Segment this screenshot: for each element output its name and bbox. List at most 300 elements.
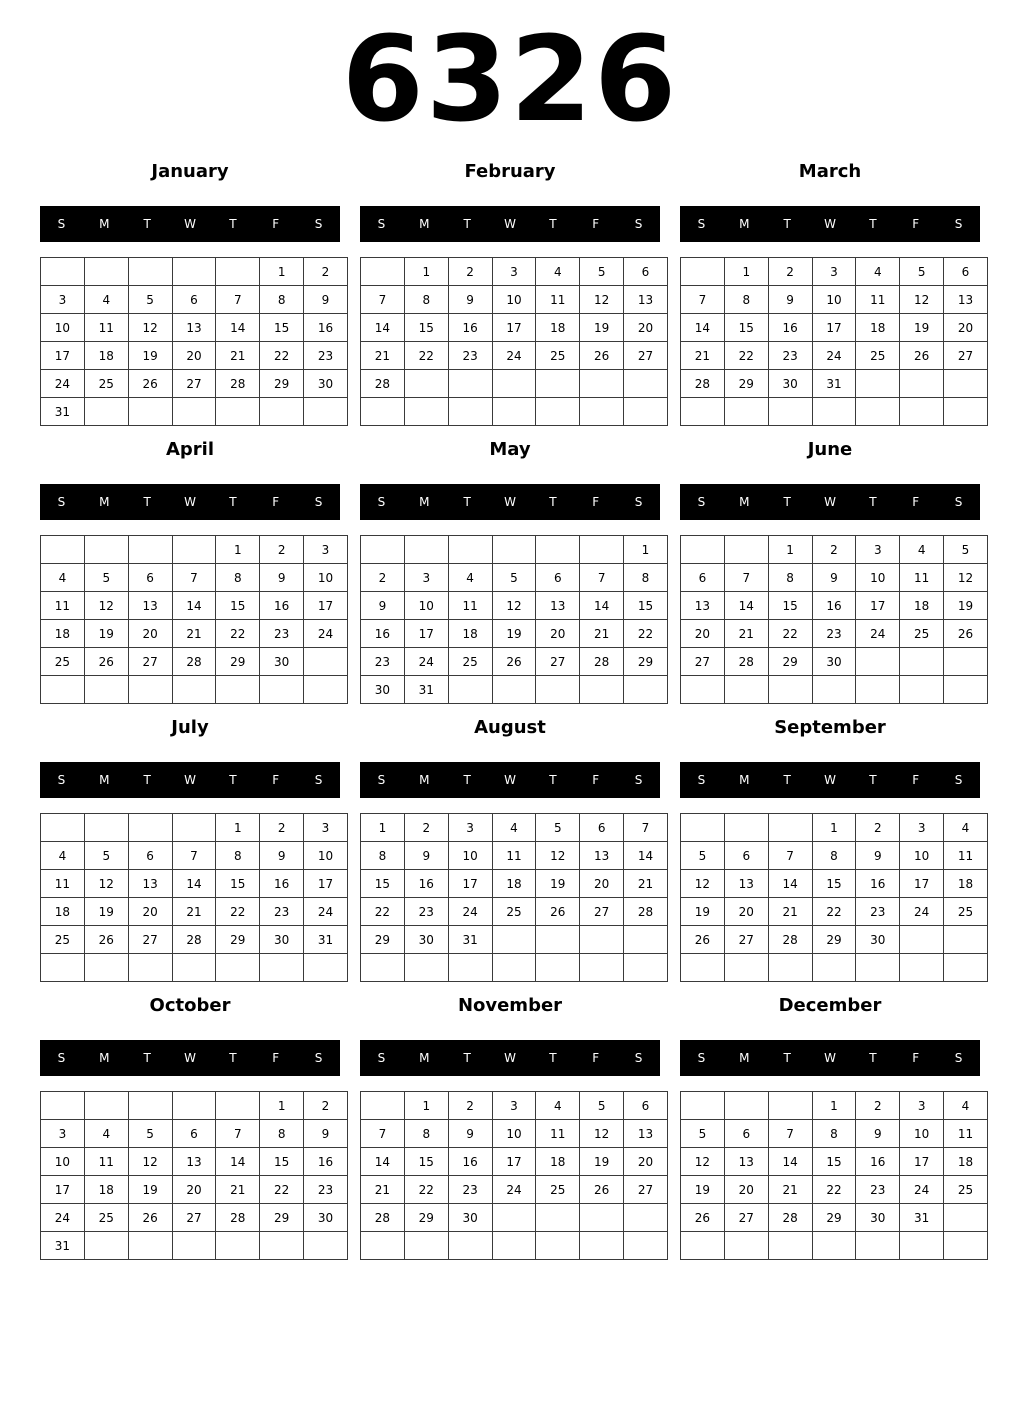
weekday-label: F [592, 217, 600, 231]
week-row [361, 898, 668, 926]
day-grid [360, 1091, 668, 1260]
weekday-header [360, 762, 660, 798]
day-cell: 7 [768, 842, 812, 870]
day-cell: 18 [944, 870, 988, 898]
day-cell: 22 [216, 898, 260, 926]
day-cell [856, 954, 900, 982]
day-cell [580, 536, 624, 564]
day-cell: 10 [448, 842, 492, 870]
day-cell: 17 [41, 342, 85, 370]
day-cell: 28 [172, 926, 216, 954]
day-cell: 11 [900, 564, 944, 592]
week-row [41, 620, 348, 648]
week-row [41, 1176, 348, 1204]
day-cell [536, 398, 580, 426]
day-cell: 1 [361, 814, 405, 842]
day-cell: 19 [84, 620, 128, 648]
week-row [41, 676, 348, 704]
weekday-header [680, 484, 980, 520]
day-cell: 20 [128, 620, 172, 648]
day-cell: 19 [492, 620, 536, 648]
day-cell [580, 926, 624, 954]
day-cell: 29 [260, 370, 304, 398]
day-cell [624, 398, 668, 426]
day-cell: 27 [172, 1204, 216, 1232]
day-cell: 2 [304, 1092, 348, 1120]
day-cell: 7 [216, 286, 260, 314]
week-row [41, 258, 348, 286]
day-cell [681, 814, 725, 842]
day-cell [536, 954, 580, 982]
week-row [681, 1176, 988, 1204]
weekday-label: T [783, 495, 791, 509]
day-cell: 25 [492, 898, 536, 926]
week-row [681, 314, 988, 342]
weekday-label: S [57, 773, 66, 787]
day-cell: 24 [404, 648, 448, 676]
day-cell: 11 [84, 314, 128, 342]
day-cell [492, 1204, 536, 1232]
day-cell: 12 [84, 592, 128, 620]
week-row [361, 1120, 668, 1148]
week-row [361, 814, 668, 842]
weekday-label: T [229, 495, 237, 509]
day-cell: 2 [768, 258, 812, 286]
weekday-label: F [272, 1051, 280, 1065]
day-cell: 23 [304, 1176, 348, 1204]
day-cell: 7 [624, 814, 668, 842]
day-cell: 10 [492, 1120, 536, 1148]
weekday-header [680, 206, 980, 242]
day-cell: 28 [724, 648, 768, 676]
day-cell: 28 [580, 648, 624, 676]
day-cell [856, 398, 900, 426]
week-row [41, 814, 348, 842]
day-cell: 19 [128, 342, 172, 370]
day-cell: 16 [856, 1148, 900, 1176]
day-cell [536, 1204, 580, 1232]
day-cell [580, 954, 624, 982]
day-cell: 29 [216, 926, 260, 954]
day-cell [128, 814, 172, 842]
day-cell: 28 [768, 926, 812, 954]
weekday-label: T [229, 217, 237, 231]
week-row [361, 1204, 668, 1232]
day-cell [900, 648, 944, 676]
day-cell [41, 814, 85, 842]
day-cell: 19 [84, 898, 128, 926]
day-cell: 14 [216, 314, 260, 342]
weekday-label: F [592, 1051, 600, 1065]
day-cell: 18 [41, 620, 85, 648]
day-cell: 7 [768, 1120, 812, 1148]
day-cell: 15 [216, 870, 260, 898]
day-cell: 30 [812, 648, 856, 676]
day-cell: 16 [856, 870, 900, 898]
day-cell [536, 536, 580, 564]
day-cell: 7 [580, 564, 624, 592]
weekday-label: S [314, 1051, 323, 1065]
day-cell: 27 [944, 342, 988, 370]
day-cell: 22 [812, 1176, 856, 1204]
day-cell: 13 [944, 286, 988, 314]
day-cell: 28 [361, 1204, 405, 1232]
day-grid [40, 535, 348, 704]
day-cell [856, 648, 900, 676]
day-cell: 28 [216, 370, 260, 398]
day-cell [404, 370, 448, 398]
day-cell [944, 954, 988, 982]
day-cell: 22 [404, 1176, 448, 1204]
day-cell: 12 [580, 286, 624, 314]
day-cell [900, 370, 944, 398]
week-row [41, 1092, 348, 1120]
day-cell: 22 [260, 342, 304, 370]
weekday-label: T [783, 773, 791, 787]
day-cell: 23 [856, 1176, 900, 1204]
weekday-label: M [739, 495, 750, 509]
day-cell [172, 676, 216, 704]
day-cell: 17 [812, 314, 856, 342]
day-cell: 2 [260, 536, 304, 564]
weekday-label: F [912, 495, 920, 509]
day-cell: 31 [812, 370, 856, 398]
day-cell: 25 [84, 1204, 128, 1232]
day-cell [624, 1204, 668, 1232]
day-cell [216, 398, 260, 426]
day-cell: 5 [580, 1092, 624, 1120]
day-cell [84, 398, 128, 426]
day-cell: 5 [84, 564, 128, 592]
week-row [681, 926, 988, 954]
weekday-label: M [99, 1051, 110, 1065]
day-cell [404, 1232, 448, 1260]
weekday-label: T [549, 773, 557, 787]
weekday-label: T [783, 217, 791, 231]
day-cell: 13 [172, 1148, 216, 1176]
day-cell: 23 [361, 648, 405, 676]
weekday-label: T [549, 217, 557, 231]
day-cell: 6 [724, 1120, 768, 1148]
day-cell: 9 [856, 842, 900, 870]
day-cell: 23 [260, 620, 304, 648]
day-cell [41, 954, 85, 982]
day-cell: 8 [260, 1120, 304, 1148]
day-cell: 5 [681, 842, 725, 870]
month-name: November [457, 995, 563, 1016]
day-cell [812, 398, 856, 426]
day-cell: 30 [361, 676, 405, 704]
day-cell: 21 [768, 898, 812, 926]
day-cell: 8 [404, 1120, 448, 1148]
day-cell: 28 [172, 648, 216, 676]
week-row [41, 898, 348, 926]
day-cell: 25 [41, 648, 85, 676]
week-row [41, 1120, 348, 1148]
day-cell [304, 1232, 348, 1260]
weekday-label: W [184, 1051, 196, 1065]
day-cell: 6 [172, 286, 216, 314]
day-cell: 11 [41, 870, 85, 898]
week-row [361, 342, 668, 370]
day-cell: 5 [681, 1120, 725, 1148]
day-cell: 17 [492, 1148, 536, 1176]
weekday-label: S [697, 495, 706, 509]
month-name: February [464, 161, 556, 182]
day-cell: 23 [856, 898, 900, 926]
weekday-label: T [143, 773, 151, 787]
day-cell: 26 [84, 648, 128, 676]
day-cell: 21 [724, 620, 768, 648]
weekday-label: M [739, 1051, 750, 1065]
day-cell [216, 1092, 260, 1120]
day-cell: 30 [448, 1204, 492, 1232]
day-cell: 14 [768, 1148, 812, 1176]
day-cell [536, 676, 580, 704]
day-cell [681, 1232, 725, 1260]
day-cell [492, 954, 536, 982]
weekday-label: M [419, 773, 430, 787]
day-cell [492, 926, 536, 954]
weekday-label: M [99, 217, 110, 231]
day-grid [680, 1091, 988, 1260]
weekday-label: T [463, 217, 471, 231]
day-cell [361, 398, 405, 426]
day-cell: 11 [492, 842, 536, 870]
day-cell: 29 [260, 1204, 304, 1232]
day-cell: 27 [128, 926, 172, 954]
week-row [681, 592, 988, 620]
day-cell: 30 [260, 926, 304, 954]
week-row [361, 398, 668, 426]
day-cell [492, 398, 536, 426]
day-cell: 26 [128, 370, 172, 398]
weekday-label: S [634, 773, 643, 787]
day-cell [580, 1232, 624, 1260]
week-row [681, 1092, 988, 1120]
weekday-label: F [912, 217, 920, 231]
day-cell [41, 676, 85, 704]
day-cell [448, 398, 492, 426]
day-cell: 3 [492, 1092, 536, 1120]
day-cell: 3 [404, 564, 448, 592]
day-cell [84, 1092, 128, 1120]
day-cell: 6 [128, 842, 172, 870]
day-cell [404, 536, 448, 564]
day-cell: 4 [900, 536, 944, 564]
day-cell [944, 676, 988, 704]
day-cell: 20 [724, 898, 768, 926]
day-cell [128, 954, 172, 982]
week-row [361, 1176, 668, 1204]
day-cell: 9 [448, 1120, 492, 1148]
day-cell: 26 [900, 342, 944, 370]
weekday-label: S [57, 495, 66, 509]
day-cell: 17 [304, 870, 348, 898]
day-cell [404, 398, 448, 426]
day-cell: 3 [448, 814, 492, 842]
day-cell [724, 954, 768, 982]
day-cell: 10 [404, 592, 448, 620]
weekday-label: W [504, 217, 516, 231]
day-cell: 8 [260, 286, 304, 314]
day-cell [724, 398, 768, 426]
day-cell [41, 258, 85, 286]
month-name: December [778, 995, 882, 1016]
day-cell: 4 [84, 1120, 128, 1148]
weekday-label: T [143, 1051, 151, 1065]
month-name: January [151, 161, 229, 182]
day-cell [536, 926, 580, 954]
day-cell: 9 [304, 1120, 348, 1148]
weekday-label: T [463, 773, 471, 787]
day-cell: 26 [944, 620, 988, 648]
day-cell: 2 [856, 814, 900, 842]
day-cell [216, 1232, 260, 1260]
day-cell: 14 [172, 592, 216, 620]
day-cell: 4 [84, 286, 128, 314]
day-cell: 18 [856, 314, 900, 342]
weekday-label: F [592, 495, 600, 509]
day-cell [361, 536, 405, 564]
day-cell [624, 1232, 668, 1260]
day-cell [84, 536, 128, 564]
week-row [361, 926, 668, 954]
day-cell: 17 [856, 592, 900, 620]
day-cell: 17 [900, 870, 944, 898]
day-cell [681, 258, 725, 286]
day-cell [172, 1232, 216, 1260]
week-row [41, 342, 348, 370]
day-cell: 19 [128, 1176, 172, 1204]
day-cell: 1 [404, 1092, 448, 1120]
day-cell: 7 [172, 564, 216, 592]
day-cell: 27 [724, 1204, 768, 1232]
day-cell: 25 [41, 926, 85, 954]
weekday-label: F [272, 773, 280, 787]
day-cell: 13 [128, 870, 172, 898]
day-cell: 16 [304, 314, 348, 342]
week-row [41, 926, 348, 954]
day-cell [172, 398, 216, 426]
day-cell: 15 [812, 1148, 856, 1176]
week-row [41, 1204, 348, 1232]
day-cell [944, 1232, 988, 1260]
day-cell: 19 [580, 314, 624, 342]
day-cell: 16 [304, 1148, 348, 1176]
day-cell: 25 [944, 898, 988, 926]
day-cell: 8 [724, 286, 768, 314]
day-cell: 26 [580, 1176, 624, 1204]
day-cell [812, 676, 856, 704]
day-cell: 25 [84, 370, 128, 398]
day-cell: 8 [216, 842, 260, 870]
day-cell: 11 [944, 1120, 988, 1148]
day-cell: 7 [361, 286, 405, 314]
day-cell: 30 [768, 370, 812, 398]
day-cell: 20 [536, 620, 580, 648]
day-cell: 13 [536, 592, 580, 620]
day-cell: 4 [944, 1092, 988, 1120]
day-cell: 3 [304, 536, 348, 564]
day-cell: 29 [404, 1204, 448, 1232]
day-cell [900, 954, 944, 982]
week-row [681, 620, 988, 648]
day-cell: 24 [448, 898, 492, 926]
weekday-label: T [229, 773, 237, 787]
day-cell [492, 1232, 536, 1260]
day-cell: 19 [536, 870, 580, 898]
week-row [681, 842, 988, 870]
day-cell: 12 [128, 1148, 172, 1176]
weekday-label: W [824, 1051, 836, 1065]
day-cell: 24 [900, 1176, 944, 1204]
day-cell: 15 [724, 314, 768, 342]
weekday-label: W [504, 1051, 516, 1065]
day-cell [84, 814, 128, 842]
day-cell [536, 370, 580, 398]
day-cell: 3 [856, 536, 900, 564]
day-cell: 21 [580, 620, 624, 648]
day-cell: 9 [448, 286, 492, 314]
day-cell [492, 536, 536, 564]
day-cell: 18 [41, 898, 85, 926]
weekday-label: T [143, 217, 151, 231]
day-cell: 1 [216, 814, 260, 842]
day-cell: 24 [41, 370, 85, 398]
day-cell: 24 [492, 1176, 536, 1204]
day-cell: 26 [536, 898, 580, 926]
weekday-label: T [869, 217, 877, 231]
day-cell: 4 [492, 814, 536, 842]
weekday-header [680, 762, 980, 798]
day-cell [492, 370, 536, 398]
day-cell: 22 [768, 620, 812, 648]
day-cell [580, 676, 624, 704]
day-cell: 12 [944, 564, 988, 592]
weekday-label: S [57, 217, 66, 231]
day-cell [260, 676, 304, 704]
day-cell: 8 [768, 564, 812, 592]
week-row [41, 398, 348, 426]
weekday-header [360, 206, 660, 242]
weekday-label: W [184, 495, 196, 509]
day-cell [724, 814, 768, 842]
week-row [361, 592, 668, 620]
weekday-label: W [824, 217, 836, 231]
day-cell: 18 [84, 342, 128, 370]
day-cell: 20 [624, 314, 668, 342]
day-cell: 5 [944, 536, 988, 564]
day-cell: 25 [900, 620, 944, 648]
weekday-label: S [634, 1051, 643, 1065]
week-row [681, 1148, 988, 1176]
day-cell: 27 [128, 648, 172, 676]
day-cell: 27 [624, 1176, 668, 1204]
weekday-label: T [549, 495, 557, 509]
day-cell [768, 814, 812, 842]
day-cell: 4 [856, 258, 900, 286]
day-cell: 21 [624, 870, 668, 898]
day-cell: 28 [216, 1204, 260, 1232]
day-cell: 17 [900, 1148, 944, 1176]
weekday-label: W [504, 773, 516, 787]
day-cell: 21 [361, 1176, 405, 1204]
day-cell [768, 398, 812, 426]
day-cell [724, 676, 768, 704]
day-grid [360, 813, 668, 982]
weekday-label: T [869, 1051, 877, 1065]
